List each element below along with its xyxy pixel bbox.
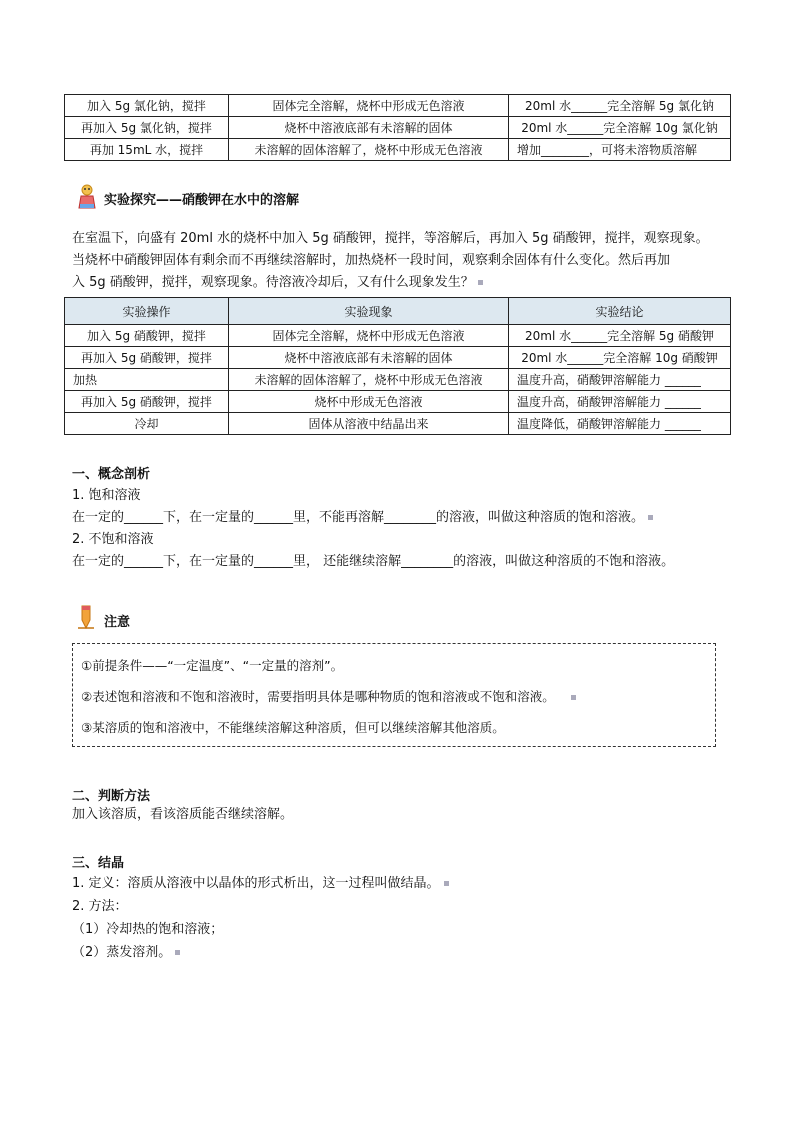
paragraph-mark-icon [648, 515, 653, 520]
table-row [65, 139, 731, 161]
table-cell: 烧杯中形成无色溶液 [229, 391, 509, 413]
crystal-line: （2）蒸发溶剂。 [72, 941, 732, 964]
method-text: 加入该溶质，看该溶质能否继续溶解。 [72, 807, 294, 822]
table-cell: 20ml 水______完全溶解 5g 氯化钠 [509, 95, 731, 117]
intro-line: 在室温下，向盛有 20ml 水的烧杯中加入 5g 硝酸钾，搅拌，等溶解后，再加入 5g 硝酸钾，搅拌，观察现象。 [72, 231, 709, 246]
intro-line: 当烧杯中硝酸钾固体有剩余而不再继续溶解时，加热烧杯一段时间，观察剩余固体有什么变化。然后再加 [72, 253, 671, 268]
paragraph-mark-icon [444, 881, 449, 886]
table-cell: 温度升高，硝酸钾溶解能力 ______ [509, 369, 731, 391]
table-cell: 温度升高，硝酸钾溶解能力 ______ [509, 391, 731, 413]
column-header: 实验现象 [229, 298, 509, 325]
table-cell: 再加入 5g 氯化钠，搅拌 [65, 117, 229, 139]
table-cell: 加热 [65, 369, 229, 391]
table-cell: 再加入 5g 硝酸钾，搅拌 [65, 347, 229, 369]
table-row [65, 413, 731, 435]
table-row [65, 391, 731, 413]
table-cell: 固体完全溶解，烧杯中形成无色溶液 [229, 95, 509, 117]
concept-title: 一、概念剖析 [72, 467, 151, 482]
column-header: 实验结论 [509, 298, 731, 325]
table-cell: 加入 5g 氯化钠，搅拌 [65, 95, 229, 117]
concept-body [72, 485, 732, 573]
crystal-line: （1）冷却热的饱和溶液； [72, 922, 224, 937]
table-cell: 未溶解的固体溶解了，烧杯中形成无色溶液 [229, 139, 509, 161]
table-cell: 增加________，可将未溶物质溶解 [509, 139, 731, 161]
method-title: 二、判断方法 [72, 789, 151, 804]
table-cell: 烧杯中溶液底部有未溶解的固体 [229, 347, 509, 369]
intro-line: 入 5g 硝酸钾，搅拌，观察现象。待溶液冷却后，又有什么现象发生？ [72, 272, 732, 294]
table-cell: 20ml 水______完全溶解 10g 氯化钠 [509, 117, 731, 139]
table-cell: 冷却 [65, 413, 229, 435]
nacl-table [64, 94, 731, 161]
table-cell: 温度降低，硝酸钾溶解能力 ______ [509, 413, 731, 435]
paragraph-mark-icon [478, 280, 483, 285]
table-cell: 20ml 水______完全溶解 5g 硝酸钾 [509, 325, 731, 347]
note-title: 注意 [104, 615, 131, 630]
crystal-line: 1. 定义：溶质从溶液中以晶体的形式析出，这一过程叫做结晶。 [72, 872, 732, 895]
table-cell: 20ml 水______完全溶解 10g 硝酸钾 [509, 347, 731, 369]
kno3-table [64, 297, 731, 435]
table-cell: 再加入 5g 硝酸钾，搅拌 [65, 391, 229, 413]
section-title: 实验探究——硝酸钾在水中的溶解 [104, 193, 300, 208]
concept-item-title: 1. 饱和溶液 [72, 488, 141, 503]
paragraph-mark-icon [175, 950, 180, 955]
note-line: ②表述饱和溶液和不饱和溶液时，需要指明具体是哪种物质的饱和溶液或不饱和溶液。 [81, 687, 576, 705]
table-row [65, 95, 731, 117]
concept-item-title: 2. 不饱和溶液 [72, 532, 154, 547]
column-header: 实验操作 [65, 298, 229, 325]
note-box [72, 643, 716, 747]
note-line: ①前提条件——“一定温度”、“一定量的溶剂”。 [81, 658, 344, 673]
intro-paragraph [72, 228, 732, 294]
table-cell: 固体从溶液中结晶出来 [229, 413, 509, 435]
table-cell: 加入 5g 硝酸钾，搅拌 [65, 325, 229, 347]
pen-icon [76, 604, 96, 630]
crystal-line: 2. 方法： [72, 899, 128, 914]
table-cell: 未溶解的固体溶解了，烧杯中形成无色溶液 [229, 369, 509, 391]
table-cell: 固体完全溶解，烧杯中形成无色溶液 [229, 325, 509, 347]
concept-item-text: 在一定的______下，在一定量的______里，不能再溶解________的溶液，叫做这种溶质的饱和溶液。 [72, 507, 732, 529]
table-row [65, 325, 731, 347]
table-cell: 烧杯中溶液底部有未溶解的固体 [229, 117, 509, 139]
crystal-title: 三、结晶 [72, 856, 125, 871]
note-line: ③某溶质的饱和溶液中，不能继续溶解这种溶质，但可以继续溶解其他溶质。 [81, 720, 505, 735]
paragraph-mark-icon [571, 695, 576, 700]
crystal-body [72, 872, 732, 964]
table-row [65, 369, 731, 391]
table-row [65, 117, 731, 139]
table-row [65, 347, 731, 369]
table-header-row [65, 298, 731, 325]
experiment-icon [76, 184, 98, 210]
concept-item-text: 在一定的______下，在一定量的______里， 还能继续溶解________的溶液，叫做这种溶质的不饱和溶液。 [72, 554, 675, 569]
table-cell: 再加 15mL 水，搅拌 [65, 139, 229, 161]
